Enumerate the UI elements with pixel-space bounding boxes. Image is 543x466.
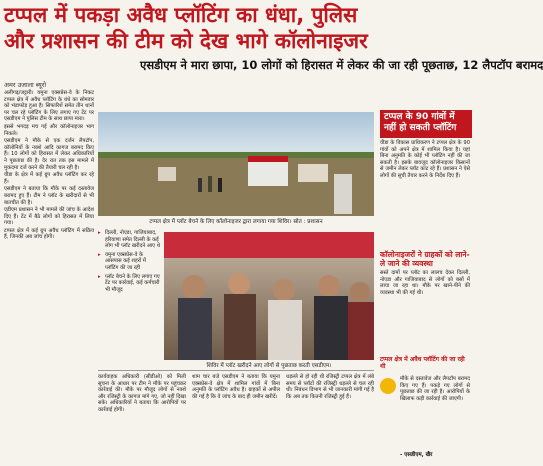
sidebar-box-text: यीडा के विकास प्राधिकरण ने टप्पल क्षेत्र के 90 गांवों को अपने क्षेत्र में शामिल किया है। यहां बिना अनुमति के कोई भी प्लॉटिंग नहीं की जा सकती है। इसके बावजूद कॉलोनाइजर किसानों से जमीन लेकर प्लॉट काट रहे हैं। प्रशासन ने ऐसे लोगों की सूची तैयार करने के निर्देश दिए हैं। bbox=[380, 140, 470, 179]
lead-paragraph: इससे भगदड़ मच गई और कॉलोनाइजर भाग निकले। bbox=[4, 123, 94, 137]
headline bbox=[4, 2, 470, 54]
speech-icon bbox=[380, 378, 396, 394]
photo-sdm-questioning-illustration bbox=[164, 232, 374, 360]
lead-paragraph: एसडीएम ने बताया कि मौके पर कई दस्तावेज बरामद हुए हैं। टीम ने प्लॉट के खरीदारों से भी बातचीत की है। bbox=[4, 186, 94, 206]
quote-title: टप्पल क्षेत्र में अवैध प्लॉटिंग की जा रही थी bbox=[380, 356, 465, 370]
list-item: ▸ दिल्ली, नोएडा, गाजियाबाद, हरियाणा समेत दिल्ली के कई लोग भी प्लॉट खरीदने आए थे bbox=[98, 230, 160, 250]
lead-paragraph: एसडीएम ने मौके से एक दर्जन लैपटॉप, कॉलोनियों के नक्शे आदि कागज बरामद किए हैं। 10 लोगों को हिरासत में लेकर अधिकारियों ने पूछताछ की है। देर रात तक इस मामले में मुकदमा दर्ज करने की तैयारी चल रही है। bbox=[4, 138, 94, 171]
lead-column bbox=[4, 90, 94, 366]
list-item: ▸ प्लॉट बेचने के लिए लगाए गए टेंट पर कार्रवाई, कई कर्मचारी भी मौजूद bbox=[98, 274, 160, 294]
photo-plotting-camp-caption: टप्पल क्षेत्र में प्लॉट बेचने के लिए कॉलोनाइजर द्वारा लगाया गया शिविर। स्रोत : प्रशासन bbox=[149, 219, 323, 225]
photo-sdm-questioning bbox=[164, 232, 374, 360]
headline-line-2: और प्रशासन की टीम को देख भागे कॉलोनाइजर bbox=[4, 29, 368, 53]
highlights-list bbox=[98, 230, 160, 370]
bottom-column-2: शाम चार बजे एसडीएम ने बताया कि यमुना एक्सप्रेस-वे क्षेत्र में शामिल गांवों में बिना अनुमति के प्लॉटिंग अवैध है। ग्राहकों से अपील की गई है कि वे जांच के बाद ही जमीन खरीदें। bbox=[192, 374, 280, 400]
subheadline: एसडीएम ने मारा छापा, 10 लोगों को हिरासत में लेकर की जा रही पूछताछ, 12 लैपटॉप बरामद bbox=[140, 58, 543, 72]
sidebar-box-title: टप्पल के 90 गांवों में नहीं हो सकती प्लॉटिंग bbox=[380, 110, 472, 138]
photo-plotting-camp-illustration bbox=[98, 112, 374, 216]
sidebar-box-subtext: सस्ते दामों पर प्लॉट का लालच देकर दिल्ली, नोएडा और गाजियाबाद से लोगों को बसों में लाया जा रहा था। मौके पर खाने-पीने की व्यवस्था भी की गई थी। bbox=[380, 270, 470, 296]
lead-paragraph: एडीएम प्रशासन ने भी मामले की जांच के आदेश दिए हैं। टेंट में बैठे लोगों को हिरासत में लिया गया। bbox=[4, 207, 94, 227]
byline: अमर उजाला ब्यूरो bbox=[4, 81, 47, 89]
section-divider bbox=[98, 370, 374, 371]
quote-text: मौके से दस्तावेज और लैपटॉप बरामद किए गए हैं। पकड़े गए लोगों से पूछताछ की जा रही है। आरोपियों के खिलाफ कड़ी कार्रवाई की जाएगी। bbox=[400, 376, 470, 402]
bottom-column-1: कार्यवाहक अधिकारी (सीडीओ) को मिली सूचना के आधार पर टीम ने मौके पर पहुंचकर कार्रवाई की। मौके पर मौजूद लोगों से नक्शे और रजिस्ट्री के कागज मांगे गए, जो नहीं दिखा सके। अधिकारियों ने बताया कि आरोपियों पर कार्रवाई होगी। bbox=[98, 374, 186, 413]
photo-sdm-questioning-caption: शिविर में प्लॉट खरीदने आए लोगों से पूछताछ करती एसडीएम। bbox=[206, 363, 332, 369]
lead-paragraph: अलीगढ़/जट्टारी। यमुना एक्सप्रेस-वे के निकट टप्पल क्षेत्र में अवैध प्लॉटिंग के धंधे का सोमवार को भंडाफोड़ हुआ है। सिफारिशें समेत तीन थानों पर चल रहे प्लॉटिंग के लिए लगाए गए टेंट पर एसडीएम ने पुलिस टीम के साथ छापा मारा। bbox=[4, 90, 94, 123]
bottom-column-3: धड़ल्ले से हो रही थी रजिस्ट्री टप्पल क्षेत्र में लंबे समय से प्लॉटों की रजिस्ट्री धड़ल्ले से चल रही थी। निबंधन विभाग से भी जानकारी मांगी गई है कि अब तक कितनी रजिस्ट्री हुई हैं। bbox=[286, 374, 374, 400]
lead-paragraph: टप्पल क्षेत्र में कई ग्रुप अवैध प्लॉटिंग में सक्रिय हैं, जिनकी अब जांच होगी। bbox=[4, 227, 94, 241]
lead-paragraph: यीडा के क्षेत्र में कई ग्रुप अवैध प्लॉटिंग कर रहे हैं। bbox=[4, 172, 94, 185]
headline-line-1: टप्पल में पकड़ा अवैध प्लॉटिंग का धंधा, पुलिस bbox=[4, 3, 358, 27]
photo-plotting-camp bbox=[98, 112, 374, 216]
quote-attribution: - एसडीएम, खैर bbox=[400, 452, 433, 458]
list-item: ▸ यमुना एक्सप्रेस-वे के आसपास कई शहरों में प्लॉटिंग की जा रही bbox=[98, 252, 160, 272]
quote-box bbox=[380, 356, 470, 464]
sidebar-box-subtitle: कॉलोनाइजरों ने ग्राहकों को लाने-ले जाने की व्यवस्था bbox=[380, 250, 470, 268]
